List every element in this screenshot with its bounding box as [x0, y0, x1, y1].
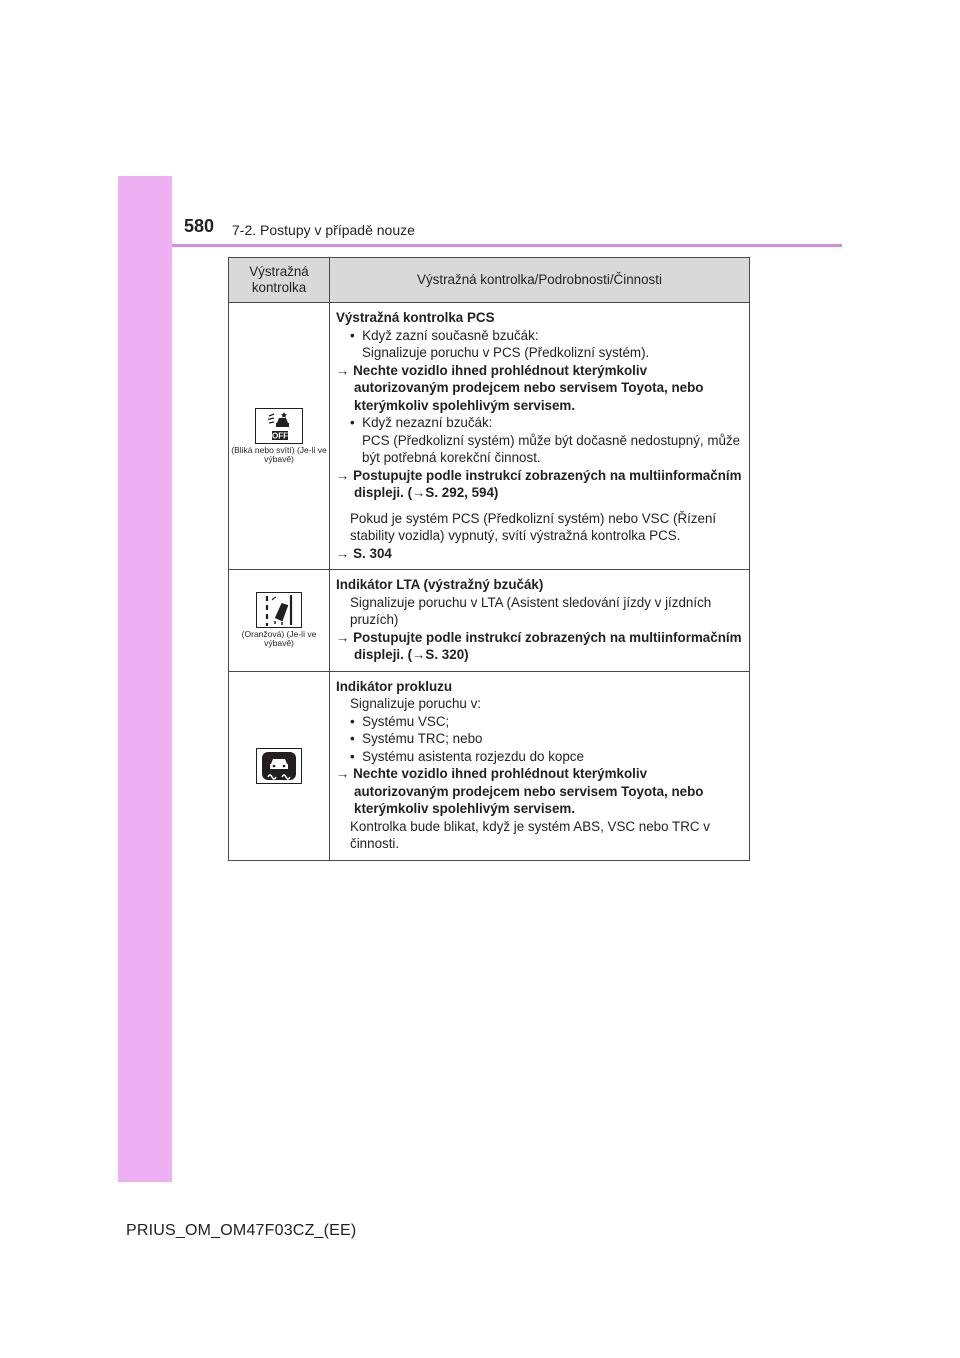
table-row [229, 303, 750, 570]
lamp-note: (Bliká nebo svítí) (Je-li ve výbavě) [231, 444, 327, 464]
page-number: 580 [184, 216, 215, 236]
document-footer: PRIUS_OM_OM47F03CZ_(EE) [126, 1222, 357, 1239]
bullet-item: • Systému VSC; [350, 713, 450, 729]
detail-cell [330, 671, 750, 860]
slip-indicator-icon [256, 748, 302, 784]
action-text: → Postupujte podle instrukcí zobrazených na multiinformačním displeji. (→S. 292, 594) [336, 467, 742, 500]
bullet-text: Signalizuje poruchu v PCS (Předkolizní systém). [362, 345, 650, 360]
header-rule [172, 244, 842, 247]
note-reference: → S. 304 [336, 545, 392, 561]
detail-cell [330, 570, 750, 672]
lamp-cell [229, 570, 330, 672]
column-header-lamp: Výstražná kontrolka [229, 258, 330, 303]
lamp-title: Výstražná kontrolka PCS [336, 310, 495, 325]
column-header-detail: Výstražná kontrolka/Podrobnosti/Činnosti [330, 258, 750, 303]
bullet-item: • Když zazní současně bzučák: [350, 327, 539, 343]
section-title: 7-2. Postupy v případě nouze [232, 222, 415, 238]
warning-lamp-table [228, 257, 750, 861]
bullet-item: • Systému TRC; nebo [350, 731, 483, 746]
action-text: → Postupujte podle instrukcí zobrazených na multiinformačním displeji. (→S. 320) [336, 629, 742, 662]
description-text: Signalizuje poruchu v LTA (Asistent sledování jízdy v jízdních pruzích) [350, 594, 712, 627]
lamp-title: Indikátor prokluzu [336, 678, 453, 694]
action-text: → Nechte vozidlo ihned prohlédnout kterýmkoliv autorizovaným prodejcem nebo servisem Toyota, nebo kterýmkoliv spolehlivým servisem. [336, 362, 704, 413]
bullet-item: • Když nezazní bzučák: [350, 415, 493, 430]
note-text: Pokud je systém PCS (Předkolizní systém) nebo VSC (Řízení stability vozidla) vypnutý, svítí výstražná kontrolka PCS. [350, 510, 717, 543]
note-text: Kontrolka bude blikat, když je systém ABS, VSC nebo TRC v činnosti. [350, 818, 710, 851]
table-row [229, 570, 750, 672]
detail-cell [330, 303, 750, 570]
table-row [229, 671, 750, 860]
bullet-text: PCS (Předkolizní systém) může být dočasně nedostupný, může být potřebná korekční činnost. [362, 432, 741, 465]
bullet-item: • Systému asistenta rozjezdu do kopce [350, 748, 584, 764]
lamp-note: (Oranžová) (Je-li ve výbavě) [241, 628, 317, 649]
lamp-cell [229, 671, 330, 860]
lamp-title: Indikátor LTA (výstražný bzučák) [336, 577, 544, 592]
pcs-off-lamp-icon [255, 408, 303, 444]
svg-text:OFF: OFF [272, 431, 288, 440]
lta-lane-icon [256, 592, 302, 628]
table-header-row [229, 258, 750, 303]
description-text: Signalizuje poruchu v: [350, 696, 482, 711]
chapter-sidebar-tab [118, 176, 172, 1182]
action-text: → Nechte vozidlo ihned prohlédnout kterýmkoliv autorizovaným prodejcem nebo servisem Toyota, nebo kterýmkoliv spolehlivým servisem. [336, 766, 704, 816]
lamp-cell [229, 303, 330, 570]
